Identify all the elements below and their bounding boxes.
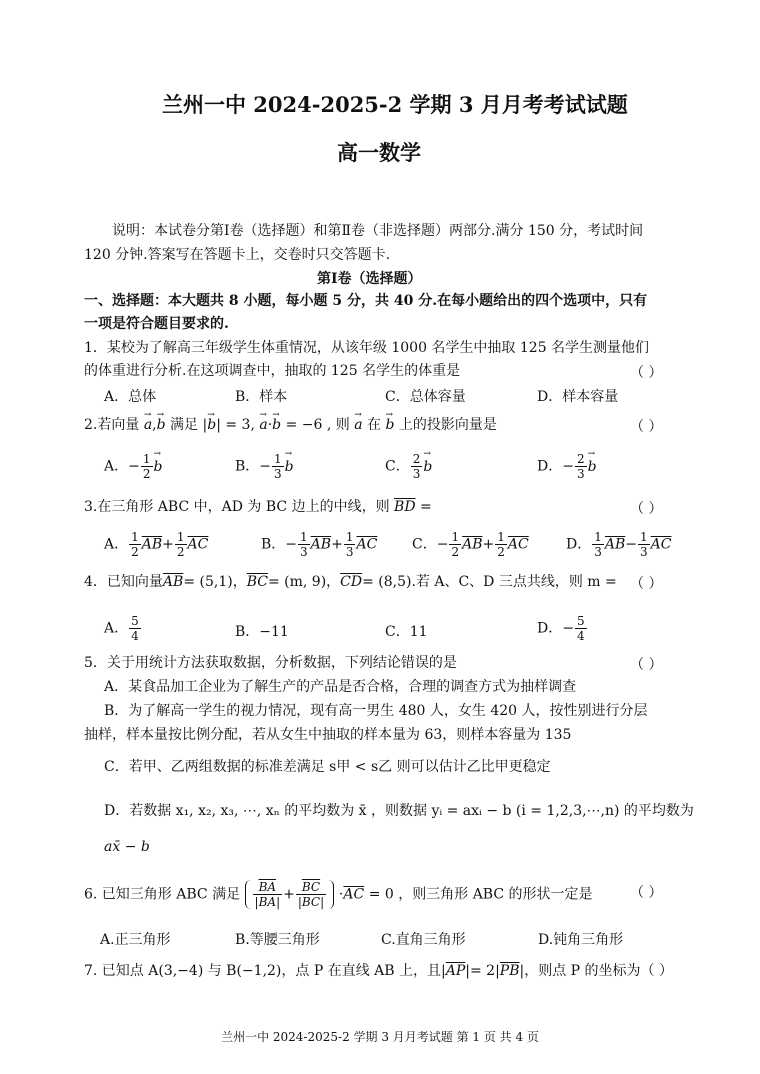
fraction xyxy=(411,452,423,481)
sign-2: + xyxy=(482,536,495,553)
numerator: 1 xyxy=(300,530,308,544)
vector-b-abs: → b xyxy=(207,416,216,434)
vector-b-proj: → b xyxy=(385,416,394,434)
denominator: 2 xyxy=(131,545,139,559)
q5-option-d-line-1: D．若数据 x₁, x₂, x₃, ⋯, xₙ 的平均数为 x̄ ，则数据 yᵢ = axᵢ − b (i = 1,2,3,⋯,n) 的平均数为 xyxy=(104,803,694,819)
numerator: 1 xyxy=(274,452,282,466)
q3-option-a xyxy=(104,530,208,559)
q2-option-a xyxy=(104,452,162,481)
vector-a-dot: → a xyxy=(259,416,267,434)
fraction xyxy=(592,530,604,559)
denominator: 3 xyxy=(594,545,602,559)
sign-1: − xyxy=(285,536,298,553)
vector-bc: $\overline{BC}$ xyxy=(296,880,326,895)
sign-2: + xyxy=(162,536,174,553)
q3-option-d xyxy=(566,530,671,559)
fraction xyxy=(575,452,587,481)
vector-ab: $\overline{AB}$ xyxy=(604,536,626,553)
denominator: 3 xyxy=(412,467,421,481)
q1-option-b: B．样本 xyxy=(235,389,288,405)
vector-ap: $\overline{AP}$ xyxy=(445,963,466,979)
vector-cd: $\overline{CD}$ xyxy=(340,574,363,590)
section1-heading-line-1: 一、选择题：本大题共 8 小题，每小题 5 分，共 40 分.在每小题给出的四个选项中，只有 xyxy=(84,293,648,309)
vector-b: → b xyxy=(423,459,432,475)
q4-stem-c: = (m, 9)， xyxy=(267,574,341,590)
fraction xyxy=(272,452,284,481)
q5-option-d-line-2: ax̄ − b xyxy=(104,839,150,855)
q6-option-a: A.正三角形 xyxy=(100,932,171,948)
numerator: 1 xyxy=(345,530,354,544)
q6-option-b: B.等腰三角形 xyxy=(235,932,320,948)
q5-option-b-line-2: 抽样，样本量按比例分配，若从女生中抽取的样本量为 63，则样本容量为 135 xyxy=(84,727,572,743)
q5-option-c: C．若甲、乙两组数据的标准差满足 s甲 < s乙 则可以估计乙比甲更稳定 xyxy=(104,759,551,775)
q2-stem-b: 满足 xyxy=(170,417,199,433)
q1-option-a: A．总体 xyxy=(104,389,157,405)
q3-option-c xyxy=(412,530,529,559)
numerator: 1 xyxy=(640,530,648,544)
q4-option-c: C．11 xyxy=(385,624,428,640)
part1-title: 第Ⅰ卷（选择题） xyxy=(317,271,422,287)
q2-stem-d: = −6 , 则 xyxy=(285,417,350,433)
q7-stem-text: 7. 已知点 A(3,−4) 与 B(−1,2)，点 P 在直线 AB 上，且 xyxy=(84,963,442,979)
vector-ac: $\overline{AC}$ xyxy=(356,536,378,553)
denominator: 2 xyxy=(497,545,505,559)
numerator: 1 xyxy=(497,530,505,544)
denominator: 3 xyxy=(345,545,354,559)
q7-stem-b: = 2 xyxy=(469,963,496,979)
vector-ac: $\overline{AC}$ xyxy=(343,886,365,903)
section1-heading-line-2: 一项是符合题目要求的. xyxy=(84,316,229,332)
fraction xyxy=(141,452,153,481)
q2-option-b-sign: − xyxy=(259,458,272,475)
q4-option-d-label: D． xyxy=(537,620,563,637)
q5-answer-blank: （ ） xyxy=(630,657,663,673)
q6-stem-c: = 0 ，则三角形 ABC 的形状一定是 xyxy=(368,886,593,903)
sign-2: + xyxy=(331,536,343,553)
vector-ba-abs: $|\overline{BA}|$ xyxy=(254,895,281,909)
vector-ba: $\overline{BA}$ xyxy=(253,880,283,895)
q5-option-b-line-1: B．为了解高一学生的视力情况，现有高一男生 480 人，女生 420 人，按性别进行分层 xyxy=(104,703,648,719)
denominator: 4 xyxy=(576,629,585,643)
instructions-line-1: 说明：本试卷分第Ⅰ卷（选择题）和第Ⅱ卷（非选择题）两部分.满分 150 分，考试时间 xyxy=(112,223,644,239)
fraction xyxy=(129,530,141,559)
instructions-line-2: 120 分钟.答案写在答题卡上，交卷时只交答题卡. xyxy=(84,247,391,263)
q2-option-c-label: C． xyxy=(385,458,410,475)
fraction xyxy=(298,530,310,559)
q4-option-b: B．−11 xyxy=(235,624,289,640)
numerator: 1 xyxy=(594,530,602,544)
denominator: 3 xyxy=(274,467,282,481)
q2-option-a-label: A． xyxy=(104,458,129,475)
numerator: 5 xyxy=(131,614,139,628)
q2-option-a-sign: − xyxy=(128,458,140,475)
q3-option-a-label: A． xyxy=(104,536,129,553)
vector-bd: $\overline{BD}$ xyxy=(394,499,416,515)
q2-option-c xyxy=(385,452,432,481)
q4-option-a-label: A． xyxy=(104,620,129,637)
fraction xyxy=(575,614,587,643)
q2-option-d-sign: − xyxy=(562,458,574,475)
fraction xyxy=(129,614,141,643)
numerator: 2 xyxy=(412,452,421,466)
q2-option-b-label: B． xyxy=(235,458,260,475)
q2-stem-a: 2.若向量 xyxy=(84,417,140,433)
fraction xyxy=(175,530,187,559)
q3-stem-end: = xyxy=(420,499,432,515)
q6-stem-a: 6. 已知三角形 ABC 满足 xyxy=(84,886,241,903)
subject-title: 高一数学 xyxy=(337,140,421,165)
vector-ac: $\overline{AC}$ xyxy=(507,536,529,553)
page-footer: 兰州一中 2024-2025-2 学期 3 月月考试题 第 1 页 共 4 页 xyxy=(221,1030,539,1044)
denominator: 3 xyxy=(576,467,585,481)
q4-option-a xyxy=(104,614,142,643)
vector-ac: $\overline{AC}$ xyxy=(650,536,672,553)
q6-stem xyxy=(84,880,593,909)
vector-ac: $\overline{AC}$ xyxy=(187,536,209,553)
denominator: 4 xyxy=(131,629,139,643)
vector-bc: $\overline{BC}$ xyxy=(246,574,268,590)
vector-b: → b xyxy=(154,459,163,475)
vector-bc-abs: $|\overline{BC}|$ xyxy=(297,895,325,909)
fraction xyxy=(638,530,650,559)
q3-option-c-label: C． xyxy=(412,536,437,553)
denominator: 2 xyxy=(176,545,185,559)
q3-option-b xyxy=(261,530,377,559)
vector-b: → b xyxy=(285,459,294,475)
vector-b-dot: → b xyxy=(272,416,281,434)
vector-a-b: → a xyxy=(144,416,152,434)
q7-stem: 7. 已知点 A(3,−4) 与 B(−1,2)，点 P 在直线 AB 上，且$|\overline{AP}|= 2|\overline{PB}|$，则点 P 的坐标为（ ） xyxy=(84,963,674,979)
vector-b: → b xyxy=(157,416,166,434)
denominator: 3 xyxy=(300,545,308,559)
vector-ab: $\overline{AB}$ xyxy=(462,536,483,553)
q2-stem-f: 上的投影向量是 xyxy=(398,417,497,433)
q4-stem-d: = (8,5).若 A、C、D 三点共线，则 m = xyxy=(362,574,617,590)
q4-option-d-sign: − xyxy=(562,620,574,637)
q4-answer-blank: （ ） xyxy=(630,576,663,592)
denominator: 2 xyxy=(451,545,460,559)
q2-stem-c: = 3, xyxy=(225,417,255,433)
vector-ab: $\overline{AB}$ xyxy=(162,574,184,590)
q5-stem: 5．关于用统计方法获取数据，分析数据，下列结论错误的是 xyxy=(84,655,457,671)
q2-option-b xyxy=(235,452,294,481)
fraction xyxy=(253,880,283,909)
q2-answer-blank: （ ） xyxy=(630,419,663,435)
q6-answer-blank: （ ） xyxy=(630,885,663,901)
q4-stem xyxy=(84,573,617,591)
numerator: 5 xyxy=(576,614,585,628)
q1-stem-line-1: 1．某校为了解高三年级学生体重情况，从该年级 1000 名学生中抽取 125 名学生测量他们 xyxy=(84,340,650,356)
numerator: 1 xyxy=(451,530,460,544)
denominator: 2 xyxy=(142,467,151,481)
q6-paren-expression: $\frac{\overline{BA}}{|\overline{BA}|}$ + $\frac{\overline{BC}}{|\overline{BC}|}$ xyxy=(245,880,335,909)
vector-b: → b xyxy=(588,459,597,475)
q3-answer-blank: （ ） xyxy=(630,501,663,517)
q2-stem: 2.若向量 → a,→ b 满足 |→ b| = 3, → a·→ b = −6 , 则 → a 在 → b 上的投影向量是 xyxy=(84,416,497,434)
q4-option-d xyxy=(537,614,588,643)
q2-stem-e: 在 xyxy=(367,417,382,433)
q6-dot: ⋅ xyxy=(338,886,344,903)
q3-option-d-label: D． xyxy=(566,536,592,553)
q1-stem-line-2: 的体重进行分析.在这项调查中，抽取的 125 名学生的体重是 xyxy=(84,363,461,379)
q1-answer-blank: （ ） xyxy=(630,365,663,381)
fraction xyxy=(296,880,326,909)
exam-title: 兰州一中 2024-2025-2 学期 3 月月考考试试题 xyxy=(162,92,628,117)
q4-stem-a: 4．已知向量 xyxy=(84,574,163,590)
q3-stem xyxy=(84,498,432,516)
sign-2: − xyxy=(625,536,638,553)
numerator: 1 xyxy=(142,452,151,466)
q1-option-c: C．总体容量 xyxy=(385,389,466,405)
vector-ab: $\overline{AB}$ xyxy=(141,536,163,553)
numerator: 1 xyxy=(176,530,185,544)
fraction xyxy=(449,530,461,559)
q2-option-d-label: D． xyxy=(537,458,563,475)
fraction xyxy=(344,530,356,559)
q7-stem-c: ，则点 P 的坐标为（ ） xyxy=(524,963,674,979)
vector-ab: $\overline{AB}$ xyxy=(310,536,332,553)
vector-pb: $\overline{PB}$ xyxy=(499,963,520,979)
q4-stem-b: = (5,1)， xyxy=(183,574,247,590)
fraction xyxy=(495,530,507,559)
vector-a-proj: → a xyxy=(354,416,362,434)
q2-option-d xyxy=(537,452,597,481)
q5-option-a: A．某食品加工企业为了解生产的产品是否合格，合理的调查方式为抽样调查 xyxy=(104,679,577,695)
q3-option-b-label: B． xyxy=(261,536,286,553)
q6-option-d: D.钝角三角形 xyxy=(538,932,624,948)
sign-1: − xyxy=(436,536,449,553)
q1-option-d: D．样本容量 xyxy=(537,389,619,405)
numerator: 1 xyxy=(131,530,139,544)
numerator: 2 xyxy=(576,452,585,466)
denominator: 3 xyxy=(640,545,648,559)
q3-stem-text: 3.在三角形 ABC 中，AD 为 BC 边上的中线，则 xyxy=(84,499,390,515)
q6-option-c: C.直角三角形 xyxy=(381,932,466,948)
